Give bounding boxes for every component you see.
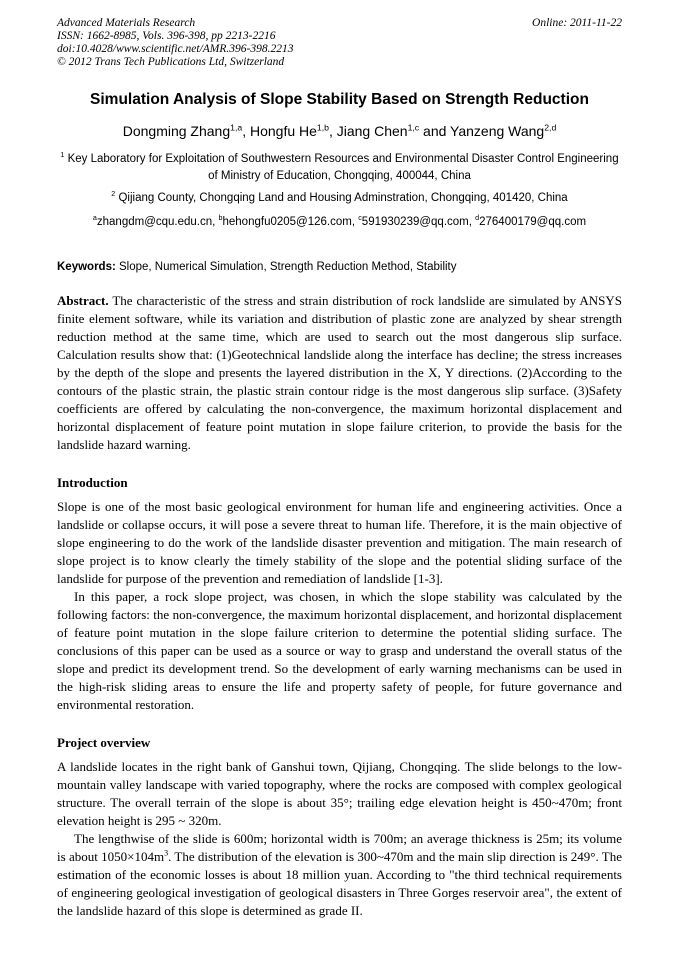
author-superscript: 1,c — [407, 122, 420, 133]
email-superscript: d — [475, 214, 480, 223]
issn-line: ISSN: 1662-8985, Vols. 396-398, pp 2213-2216 — [57, 30, 276, 42]
copyright-line: © 2012 Trans Tech Publications Ltd, Switzerland — [57, 56, 285, 68]
author-superscript: 1,a — [230, 122, 243, 133]
online-date: Online: 2011-11-22 — [532, 17, 622, 29]
author-name: Dongming Zhang — [122, 123, 231, 139]
abstract-paragraph — [57, 292, 622, 454]
email-separator: , — [351, 216, 359, 228]
doi-line: doi:10.4028/www.scientific.net/AMR.396-398.2213 — [57, 43, 294, 55]
email-address: 276400179@qq.com — [479, 216, 587, 228]
keywords-label: Keywords: — [57, 261, 116, 273]
email-separator: , — [468, 216, 476, 228]
affiliation-superscript: 1 — [60, 151, 65, 160]
email-superscript: c — [358, 214, 362, 223]
affiliation-superscript: 2 — [111, 190, 116, 199]
author-superscript: 2,d — [544, 122, 557, 133]
overview-paragraph-2-text: . The distribution of the elevation is 300~470m and the main slip direction is 249°. The estimation of the economic losses is about 18 million yuan. According to "the third technical requirements of engineering geological investigation of geological disasters in Three Gorges reservoir area", the extent of the landslide hazard of this slope is determined as grade II. — [57, 849, 622, 918]
paper-title: Simulation Analysis of Slope Stability Based on Strength Reduction — [90, 91, 589, 108]
email-superscript: a — [92, 214, 97, 223]
overview-paragraph-2-text: The lengthwise of the slide is 600m; horizontal width is 700m; an average thickness is 25m; its volume is about 1050×104m — [57, 831, 622, 864]
affiliation-text: Qijiang County, Chongqing Land and Housing Adminstration, Chongqing, 401420, China — [115, 192, 568, 204]
author-line — [57, 122, 622, 140]
author-separator: and — [419, 123, 451, 139]
journal-info-block — [57, 17, 293, 69]
journal-header — [57, 17, 622, 69]
section-heading-introduction: Introduction — [57, 475, 128, 490]
cubic-meter-superscript: 3 — [164, 848, 169, 858]
abstract-label: Abstract. — [57, 293, 109, 308]
email-superscript: b — [218, 214, 223, 223]
author-superscript: 1,b — [316, 122, 329, 133]
introduction-paragraph-1: Slope is one of the most basic geological environment for human life and engineering activities. Once a landslide or collapse occurs, it will pose a severe threat to human life. Therefore, it is the main objective of slope engineering to do the work of the landslide disaster prevention and mitigation. The main research of slope project is to know clearly the timely stability of the slope and the potential sliding surface of the landslide for purpose of the prevention and remediation of landslide [1-3]. — [57, 499, 622, 586]
author-separator: , — [328, 123, 337, 139]
keywords-text: Slope, Numerical Simulation, Strength Reduction Method, Stability — [115, 261, 457, 273]
journal-name: Advanced Materials Research — [57, 17, 196, 29]
affiliation-1 — [57, 151, 622, 185]
affiliation-2 — [57, 190, 622, 207]
email-address: 591930239@qq.com — [361, 216, 469, 228]
email-line — [57, 214, 622, 231]
affiliation-text: Key Laboratory for Exploitation of Southwestern Resources and Environmental Disaster Control Engineering of Ministry of Education, Chongqing, 400044, China — [64, 153, 619, 182]
email-separator: , — [212, 216, 219, 228]
author-name: Jiang Chen — [336, 123, 408, 139]
overview-paragraph-2 — [57, 830, 622, 920]
email-address: zhangdm@cqu.edu.cn — [96, 216, 213, 228]
overview-paragraph-1: A landslide locates in the right bank of Ganshui town, Qijiang, Chongqing. The slide belongs to the low-mountain valley landscape with varied topography, where the rocks are composed with complex geological structure. The overall terrain of the slope is about 35°; trailing edge elevation height is 450~470m; front elevation height is 295 ~ 320m. — [57, 759, 622, 828]
section-heading-project-overview: Project overview — [57, 735, 151, 750]
abstract-text: The characteristic of the stress and strain distribution of rock landslide are simulated by ANSYS finite element software, while its variation and distribution of plastic zone are analyzed by shear strength reduction method at the same time, which are used to search out the most dangerous slip surface. Calculation results show that: (1)Geotechnical landslide along the interface has decline; the stress increases by the depth of the slope and presents the layered distribution in the X, Y directions. (2)According to the contours of the plastic strain, the plastic strain contour ridge is the most dangerous slip surface. (3)Safety coefficients are offered by calculating the non-convergence, the maximum horizontal displacement and horizontal displacement of feature point mutation in slope failure criterion, to provide the basis for the landslide hazard warning. — [57, 293, 622, 452]
author-name: Hongfu He — [249, 123, 317, 139]
author-separator: , — [242, 123, 250, 139]
author-name: Yanzeng Wang — [450, 123, 545, 139]
introduction-paragraph-2: In this paper, a rock slope project, was chosen, in which the slope stability was calculated by the following factors: the non-convergence, the maximum horizontal displacement, and horizontal displacement of feature point mutation in the slope failure criterion to determine the potential sliding surface. The conclusions of this paper can be used as a source or way to grasp and understand the overall status of the slope and predict its development trend. So the development of early warning mechanisms can be used in the high-risk sliding areas to ensure the life and property safety of people, for future governance and environmental restoration. — [57, 589, 622, 712]
keywords-line — [57, 260, 622, 275]
email-address: hehongfu0205@126.com — [222, 216, 352, 228]
